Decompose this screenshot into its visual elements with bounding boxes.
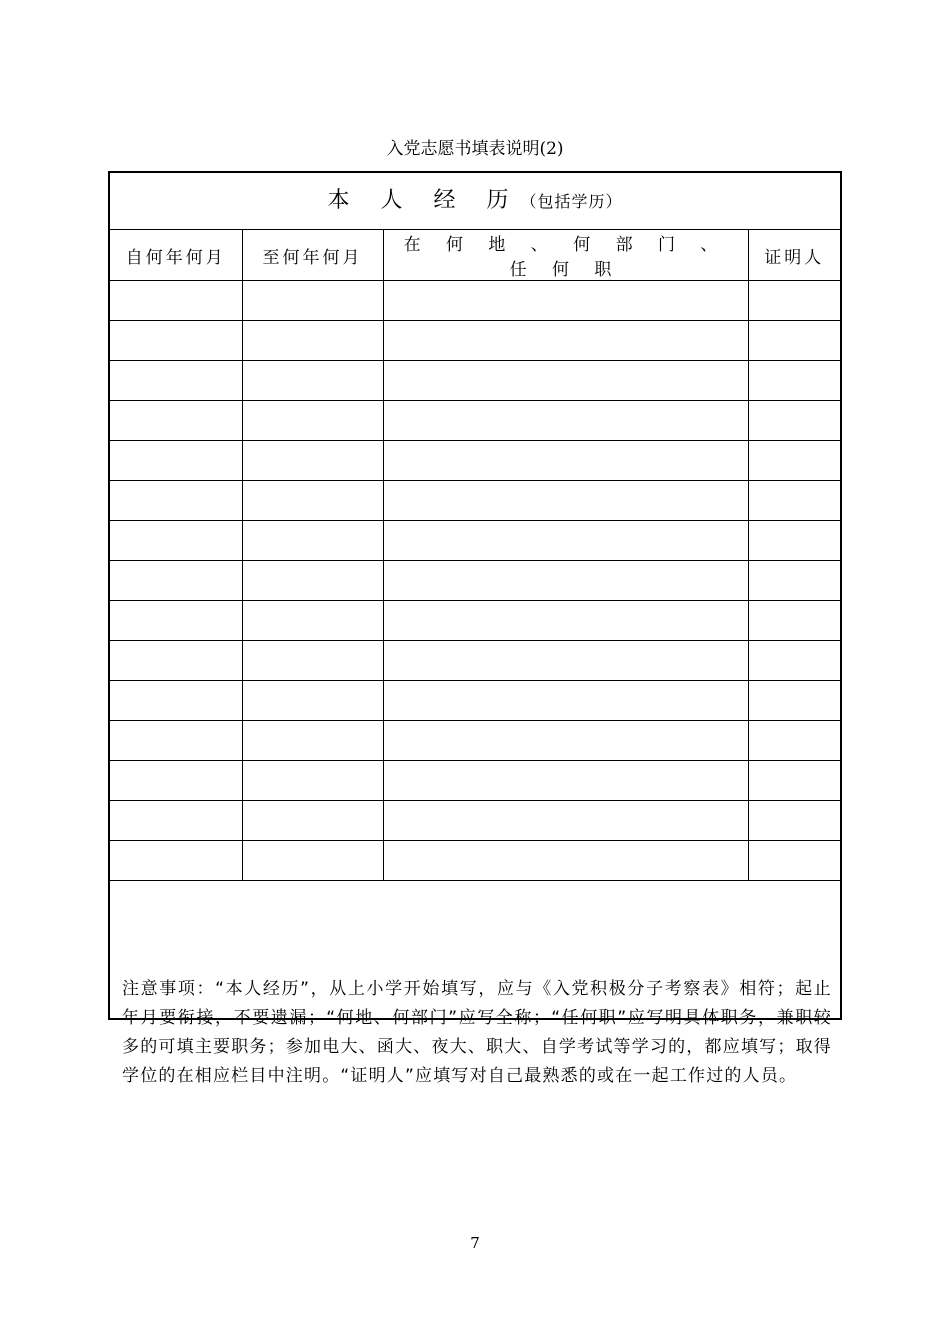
witness-cell[interactable] xyxy=(748,801,840,841)
to-cell[interactable] xyxy=(242,401,383,441)
to-cell[interactable] xyxy=(242,321,383,361)
from-cell[interactable] xyxy=(110,761,242,801)
witness-cell[interactable] xyxy=(748,601,840,641)
table-row xyxy=(110,321,840,361)
resume-table xyxy=(110,230,840,881)
witness-cell[interactable] xyxy=(748,401,840,441)
column-header-witness: 证明人 xyxy=(748,230,840,281)
table-row xyxy=(110,401,840,441)
place-cell[interactable] xyxy=(383,561,748,601)
table-row xyxy=(110,681,840,721)
witness-cell[interactable] xyxy=(748,441,840,481)
witness-cell[interactable] xyxy=(748,721,840,761)
column-header-from: 自何年何月 xyxy=(110,230,242,281)
table-row xyxy=(110,561,840,601)
witness-cell[interactable] xyxy=(748,481,840,521)
table-header-row xyxy=(110,230,840,281)
to-cell[interactable] xyxy=(242,601,383,641)
place-cell[interactable] xyxy=(383,761,748,801)
from-cell[interactable] xyxy=(110,441,242,481)
from-cell[interactable] xyxy=(110,481,242,521)
table-row xyxy=(110,761,840,801)
table-row xyxy=(110,601,840,641)
to-cell[interactable] xyxy=(242,801,383,841)
from-cell[interactable] xyxy=(110,641,242,681)
place-cell[interactable] xyxy=(383,601,748,641)
place-cell[interactable] xyxy=(383,681,748,721)
place-cell[interactable] xyxy=(383,801,748,841)
witness-cell[interactable] xyxy=(748,761,840,801)
from-cell[interactable] xyxy=(110,561,242,601)
from-cell[interactable] xyxy=(110,361,242,401)
witness-cell[interactable] xyxy=(748,841,840,881)
place-cell[interactable] xyxy=(383,441,748,481)
from-cell[interactable] xyxy=(110,841,242,881)
table-row xyxy=(110,721,840,761)
from-cell[interactable] xyxy=(110,601,242,641)
notes-text: 注意事项：“本人经历”，从上小学开始填写，应与《入党积极分子考察表》相符；起止年月要衔接，不要遗漏；“何地、何部门”应写全称；“任何职”应写明具体职务，兼职较多的可填主要职务；参加电大、函大、夜大、职大、自学考试等学习的，都应填写；取得学位的在相应栏目中注明。“证明人”应填写对自己最熟悉的或在一起工作过的人员。 xyxy=(122,979,832,1086)
page-number: 7 xyxy=(470,1234,480,1252)
page-title: 入党志愿书填表说明(2) xyxy=(386,139,564,159)
table-row xyxy=(110,481,840,521)
witness-cell[interactable] xyxy=(748,521,840,561)
from-cell[interactable] xyxy=(110,521,242,561)
to-cell[interactable] xyxy=(242,441,383,481)
column-header-to: 至何年何月 xyxy=(242,230,383,281)
place-cell[interactable] xyxy=(383,321,748,361)
place-cell[interactable] xyxy=(383,481,748,521)
to-cell[interactable] xyxy=(242,841,383,881)
witness-cell[interactable] xyxy=(748,361,840,401)
from-cell[interactable] xyxy=(110,681,242,721)
witness-cell[interactable] xyxy=(748,321,840,361)
place-cell[interactable] xyxy=(383,641,748,681)
place-cell[interactable] xyxy=(383,281,748,321)
to-cell[interactable] xyxy=(242,481,383,521)
table-row xyxy=(110,521,840,561)
to-cell[interactable] xyxy=(242,641,383,681)
witness-cell[interactable] xyxy=(748,281,840,321)
place-cell[interactable] xyxy=(383,361,748,401)
witness-cell[interactable] xyxy=(748,681,840,721)
table-row xyxy=(110,641,840,681)
to-cell[interactable] xyxy=(242,521,383,561)
place-cell[interactable] xyxy=(383,401,748,441)
from-cell[interactable] xyxy=(110,281,242,321)
table-row xyxy=(110,441,840,481)
to-cell[interactable] xyxy=(242,561,383,601)
table-row xyxy=(110,281,840,321)
to-cell[interactable] xyxy=(242,361,383,401)
table-row xyxy=(110,841,840,881)
place-cell[interactable] xyxy=(383,521,748,561)
form-heading-main: 本 人 经 历 xyxy=(327,188,521,213)
to-cell[interactable] xyxy=(242,681,383,721)
resume-form xyxy=(108,171,842,1086)
place-cell[interactable] xyxy=(383,721,748,761)
witness-cell[interactable] xyxy=(748,561,840,601)
form-heading xyxy=(110,173,840,230)
witness-cell[interactable] xyxy=(748,641,840,681)
from-cell[interactable] xyxy=(110,401,242,441)
from-cell[interactable] xyxy=(110,721,242,761)
from-cell[interactable] xyxy=(110,801,242,841)
column-header-place-dept-position: 在 何 地 、 何 部 门 、 任 何 职 xyxy=(383,230,748,281)
table-row xyxy=(110,801,840,841)
to-cell[interactable] xyxy=(242,281,383,321)
table-row xyxy=(110,361,840,401)
to-cell[interactable] xyxy=(242,761,383,801)
place-cell[interactable] xyxy=(383,841,748,881)
from-cell[interactable] xyxy=(110,321,242,361)
form-heading-sub: （包括学历） xyxy=(520,192,623,211)
to-cell[interactable] xyxy=(242,721,383,761)
